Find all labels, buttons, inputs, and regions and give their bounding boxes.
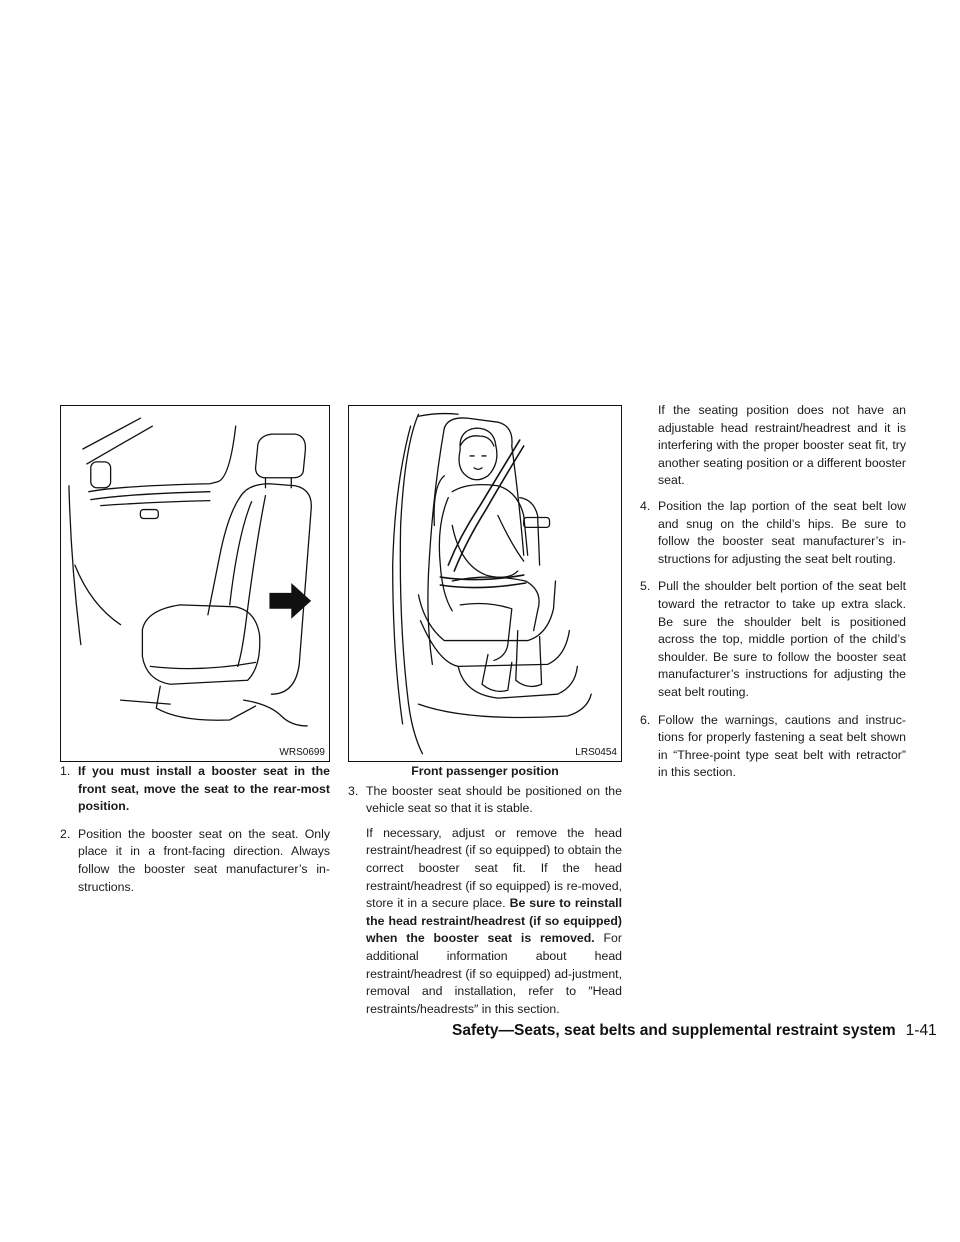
item-number: 5. [640, 579, 651, 594]
column-3 [640, 402, 906, 782]
item-text: If you must install a booster seat in the front seat, move the seat to the rear-most position. [78, 764, 330, 814]
list-item-4 [640, 498, 906, 568]
list-item-6 [640, 712, 906, 782]
continuation-paragraph: If the seating position does not have an adjustable head restraint/headrest and it is interfering with the proper booster seat fit, try another seating position or a different booster seat. [658, 403, 906, 488]
booster-seat-child-illustration [349, 406, 621, 761]
list-item-5 [640, 578, 906, 701]
figure-front-seat-rear-position [60, 405, 330, 762]
item-number: 3. [348, 783, 359, 798]
paragraph-text: For additional information about head restraint/headrest (if so equipped) ad-justment, removal and installation, refer to ″Head restraints/headrests″ in this section. [366, 931, 622, 1016]
item-number: 4. [640, 498, 651, 513]
item-text: Pull the shoulder belt portion of the seat belt toward the retractor to take up extra slack. Be sure the shoulder belt is positioned across the top, middle portion of the child’s shoulder. Be sure to follow the booster seat manufacturer’s instructions for adjusting the seat belt routing. [658, 579, 906, 699]
column-2 [348, 405, 622, 1018]
item-number: 6. [640, 712, 651, 727]
paragraph-text: If necessary, adjust or remove the head restraint/headrest (if so equipped) to obtain the correct booster seat fit. If the head restraint/headrest (if so equipped) is re-moved, store it in a secure place. [366, 825, 622, 911]
list-item-3 [348, 783, 622, 1019]
list-item-1 [60, 763, 330, 816]
item-text: Follow the warnings, cautions and instruc-tions for properly fastening a seat belt shown in “Three-point type seat belt with retractor” in this section. [658, 712, 906, 780]
figure-caption: Front passenger position [411, 764, 559, 778]
figure-code: LRS0454 [575, 747, 617, 758]
item-text: Position the booster seat on the seat. Only place it in a front-facing direction. Always follow the booster seat manufacturer’s in-structions. [78, 826, 330, 894]
item-text [366, 783, 622, 1019]
column-1 [60, 405, 330, 896]
page-number: 1-41 [905, 1022, 937, 1039]
figure-front-passenger-position [348, 405, 622, 762]
item-number: 2. [60, 826, 71, 841]
item-number: 1. [60, 764, 71, 778]
warning-text: Be sure to reinstall the head restraint/headrest (if so equipped) when the booster seat is removed. [366, 896, 622, 946]
item-paragraph [366, 825, 622, 1019]
front-seat-illustration [61, 406, 329, 761]
item-text: Position the lap portion of the seat belt low and snug on the child’s hips. Be sure to follow the booster seat manufacturer’s in-structions for adjusting the seat belt routing. [658, 498, 906, 566]
figure-code: WRS0699 [279, 747, 325, 758]
page-footer [452, 1022, 937, 1040]
list-item-2 [60, 826, 330, 896]
footer-section-title: Safety—Seats, seat belts and supplemental restraint system [452, 1022, 896, 1039]
item-paragraph: The booster seat should be positioned on the vehicle seat so that it is stable. [366, 783, 622, 816]
